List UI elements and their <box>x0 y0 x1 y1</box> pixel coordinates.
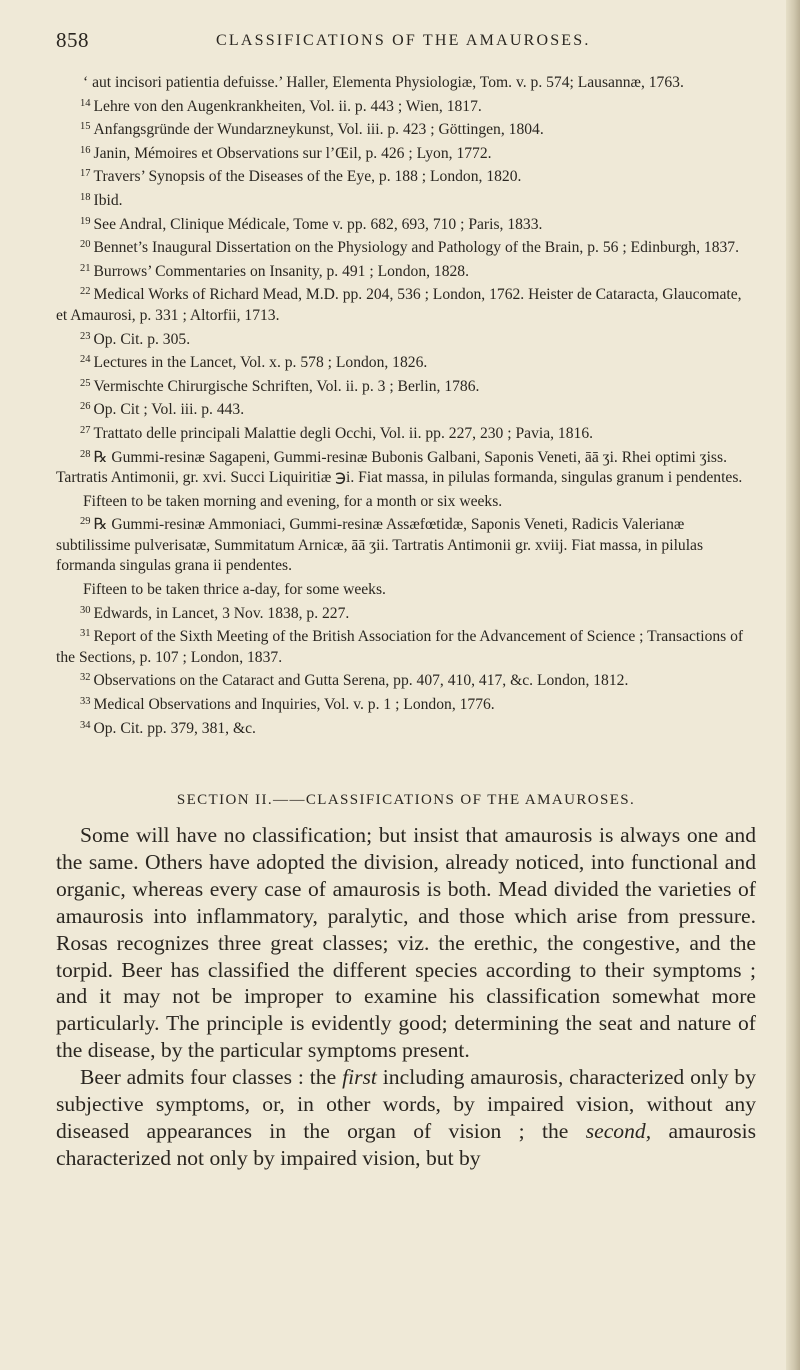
footnote: $^{33}$ Medical Observations and Inquiries, Vol. v. p. 1 ; London, 1776. <box>80 696 495 714</box>
footnote: $^{23}$ Op. Cit. p. 305. <box>80 330 191 348</box>
footnote: $^{24}$ Lectures in the Lancet, Vol. x. p. 578 ; London, 1826. <box>80 354 428 372</box>
footnote: $^{15}$ Anfangsgründe der Wundarzneykunst, Vol. iii. p. 423 ; Göttingen, 1804. <box>80 121 544 139</box>
running-title: CLASSIFICATIONS OF THE AMAUROSES. <box>216 32 591 49</box>
footnote: $^{22}$ Medical Works of Richard Mead, M.D. pp. 204, 536 ; London, 1762. Heister de Cataracta, Glaucomate, et Amaurosi, p. 331 ; Altorfii, 1713. <box>56 286 742 324</box>
footnote: $^{20}$ Bennet’s Inaugural Dissertation on the Physiology and Pathology of the Brain, p. 56 ; Edinburgh, 1837. <box>80 239 739 257</box>
paragraph: Beer admits four classes : the first including amaurosis, characterized only by subjective symptoms, or, in other words, by impaired vision, without any diseased appearances in the organ of vision ; the second, amaurosis characterized not only by impaired vision, but by <box>56 1065 756 1170</box>
page-number: 858 <box>56 28 89 52</box>
footnote: $^{32}$ Observations on the Cataract and Gutta Serena, pp. 407, 410, 417, &c. London, 1812. <box>80 672 629 690</box>
footnote: $^{16}$ Janin, Mémoires et Observations sur l’Œil, p. 426 ; Lyon, 1772. <box>80 144 492 162</box>
footnote: $^{31}$ Report of the Sixth Meeting of the British Association for the Advancement of Science ; Transactions of the Sections, p. 107 ; London, 1837. <box>56 628 744 666</box>
footnote: $^{29}$ ℞ Gummi-resinæ Ammoniaci, Gummi-resinæ Assæfœtidæ, Saponis Veneti, Radicis Valerianæ subtilissime pulverisatæ, Summitatum Arnicæ, āā ʒii. Tartratis Antimonii gr. xviij. Fiat massa, in pilulas formanda singulas grana ii pendentes. <box>56 516 704 575</box>
footnote: Fifteen to be taken thrice a-day, for some weeks. <box>83 581 386 599</box>
footnote: $^{28}$ ℞ Gummi-resinæ Sagapeni, Gummi-resinæ Bubonis Galbani, Saponis Veneti, āā ʒi. Rhei optimi ʒiss. Tartratis Antimonii, gr. xvi. Succi Liquiritiæ ℈i. Fiat massa, in pilulas formanda, singulas granum i pendentes. <box>56 448 743 487</box>
footnote: $^{27}$ Trattato delle principali Malattie degli Occhi, Vol. ii. pp. 227, 230 ; Pavia, 1816. <box>80 424 594 442</box>
body-text <box>56 822 756 1172</box>
paragraph: Some will have no classification; but insist that amaurosis is always one and the same. Others have adopted the division, already noticed, into functional and organic, whereas every case of amaurosis is both. Mead divided the varieties of amaurosis into inflammatory, paralytic, and those which arise from pressure. Rosas recognizes three great classes; viz. the erethic, the congestive, and the torpid. Beer has classified the different species according to their symptoms ; and it may not be improper to examine his classification somewhat more particularly. The principle is evidently good; determining the seat and nature of the disease, by the particular symptoms present. <box>56 823 756 1063</box>
footnote: $^{34}$ Op. Cit. pp. 379, 381, &c. <box>80 719 256 737</box>
footnote: $^{17}$ Travers’ Synopsis of the Diseases of the Eye, p. 188 ; London, 1820. <box>80 168 522 186</box>
footnote: $^{21}$ Burrows’ Commentaries on Insanity, p. 491 ; London, 1828. <box>80 262 470 280</box>
footnote: ‘ aut incisori patientia defuisse.’ Haller, Elementa Physiologiæ, Tom. v. p. 574; Lausannæ, 1763. <box>83 74 684 91</box>
footnote: $^{18}$ Ibid. <box>80 191 123 209</box>
footnote: $^{14}$ Lehre von den Augenkrankheiten, Vol. ii. p. 443 ; Wien, 1817. <box>80 97 482 115</box>
section-heading: SECTION II.——CLASSIFICATIONS OF THE AMAUROSES. <box>176 792 636 808</box>
footnote: $^{25}$ Vermischte Chirurgische Schriften, Vol. ii. p. 3 ; Berlin, 1786. <box>80 377 480 395</box>
footnote: Fifteen to be taken morning and evening, for a month or six weeks. <box>83 492 503 510</box>
footnotes <box>56 70 756 739</box>
page-edge <box>786 0 800 1370</box>
footnote: $^{30}$ Edwards, in Lancet, 3 Nov. 1838, p. 227. <box>80 604 350 622</box>
footnote: $^{26}$ Op. Cit ; Vol. iii. p. 443. <box>80 401 245 419</box>
footnote: $^{19}$ See Andral, Clinique Médicale, Tome v. pp. 682, 693, 710 ; Paris, 1833. <box>80 215 543 233</box>
page-header <box>56 28 756 56</box>
